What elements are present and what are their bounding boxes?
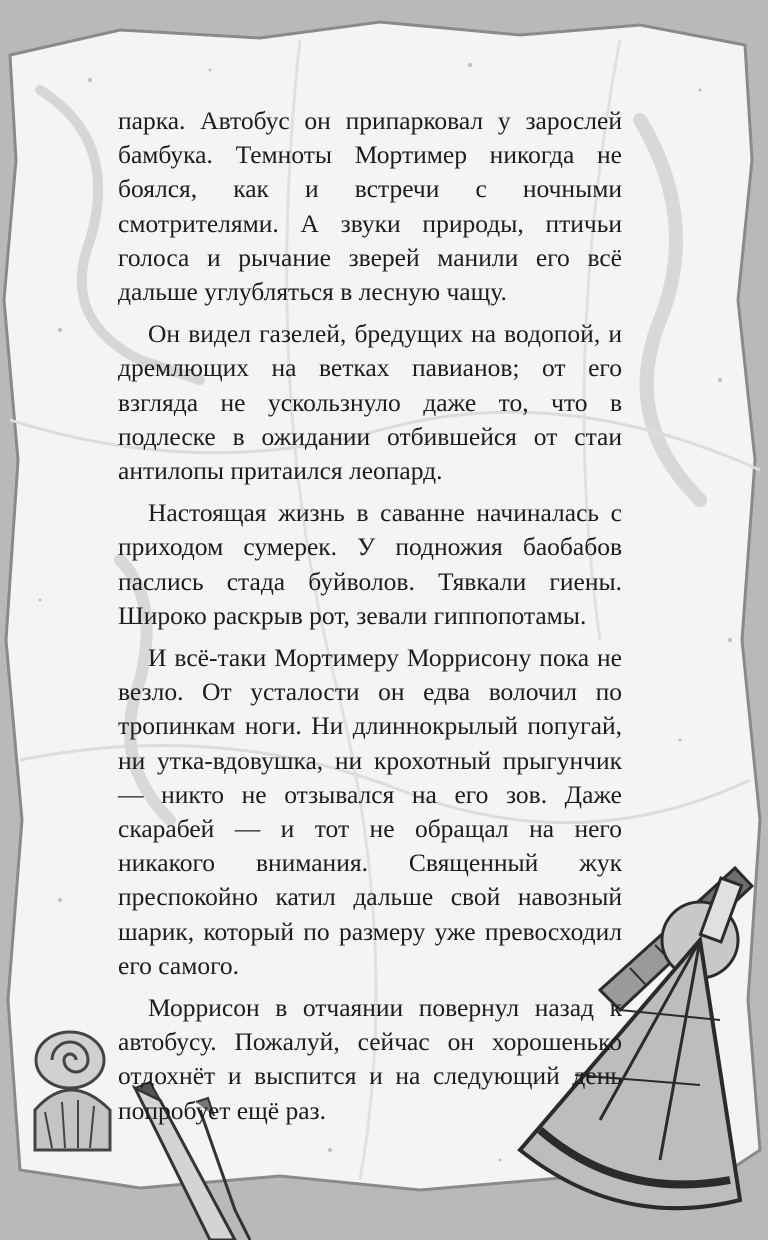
- paragraph-3: Настоящая жизнь в саванне начиналась с приходом сумерек. У подножия баобабов паслись стада буйволов. Тявкали гиены. Широко раскрыв рот, зевали гиппопотамы.: [118, 498, 622, 630]
- paragraph-4: И всё-таки Мортимеру Моррисону пока не везло. От усталости он едва волочил по тропинкам ноги. Ни длиннокрылый попугай, ни утка-вдовушка, ни крохотный прыгунчик — никто не отзывался на его зов. Даже скарабей — и тот не обращал на него никакого внимания. Священный жук преспокойно катил дальше свой навозный шарик, который по размеру уже превосходил его самого.: [118, 643, 622, 980]
- paragraph-5: Моррисон в отчаянии повернул назад к автобусу. Пожалуй, сейчас он хорошенько отдохнёт и выспится и на следующий день попробует ещё раз.: [118, 993, 622, 1125]
- body-text: [118, 104, 622, 1136]
- paragraph-1: парка. Автобус он припарковал у зарослей бамбука. Темноты Мортимер никогда не боялся, как и встречи с ночными смотрителями. А звуки природы, птичьи голоса и рычание зверей манили его всё дальше углубляться в лесную чащу.: [118, 106, 622, 307]
- paragraph-2: Он видел газелей, бредущих на водопой, и дремлющих на ветках павианов; от его взгляда не ускользнуло даже то, что в подлеске в ожидании отбившейся от стаи антилопы притаился леопард.: [118, 319, 622, 486]
